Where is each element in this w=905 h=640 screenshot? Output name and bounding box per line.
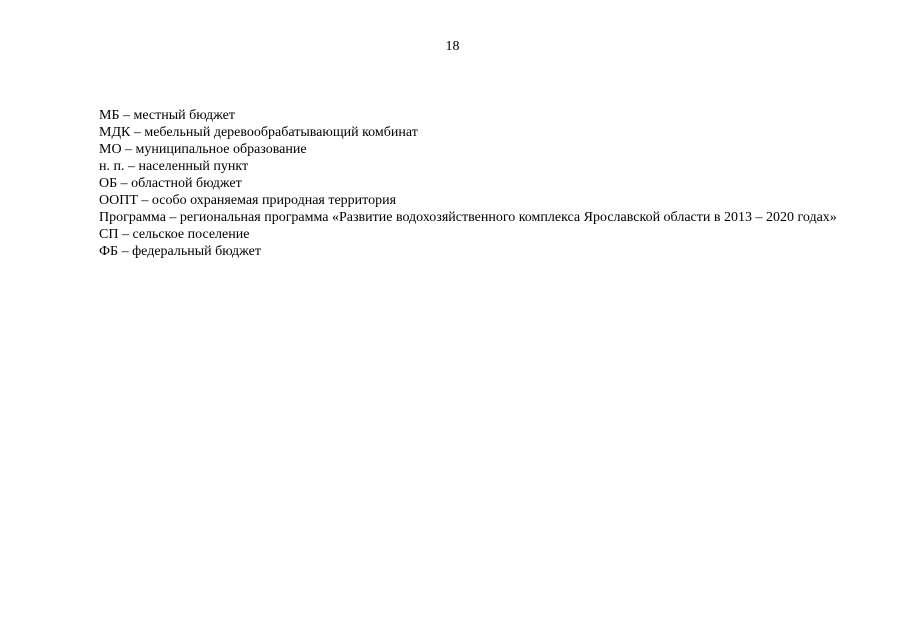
abbreviation-item: ООПТ – особо охраняемая природная территория bbox=[99, 193, 397, 208]
abbreviation-item: МО – муниципальное образование bbox=[99, 142, 307, 157]
abbreviation-item: н. п. – населенный пункт bbox=[99, 159, 249, 174]
abbreviation-item: ФБ – федеральный бюджет bbox=[99, 244, 261, 259]
abbreviation-item: МДК – мебельный деревообрабатывающий комбинат bbox=[99, 125, 418, 140]
abbreviation-item: СП – сельское поселение bbox=[99, 227, 250, 242]
abbreviation-item: Программа – региональная программа «Развитие водохозяйственного комплекса Ярославской области в 2013 – 2020 годах» bbox=[99, 210, 837, 225]
abbreviation-item: ОБ – областной бюджет bbox=[99, 176, 242, 191]
page-number: 18 bbox=[445, 39, 460, 54]
abbreviation-list bbox=[61, 107, 846, 260]
abbreviation-item: МБ – местный бюджет bbox=[99, 108, 235, 123]
